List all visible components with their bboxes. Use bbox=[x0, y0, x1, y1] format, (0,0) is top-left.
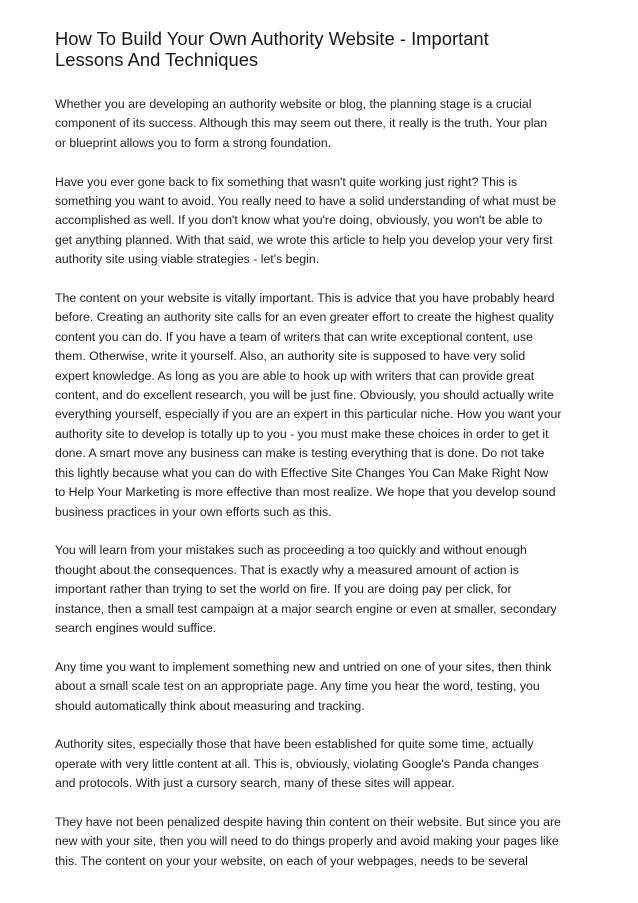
paragraph-line: They have not been penalized despite having thin content on their website. But since you are bbox=[55, 814, 561, 829]
paragraph-line: authority site using viable strategies - let's begin. bbox=[55, 252, 320, 267]
paragraph-line: You will learn from your mistakes such as proceeding a too quickly and without enough bbox=[55, 543, 527, 558]
paragraph-line: business practices in your own efforts such as this. bbox=[55, 504, 332, 519]
paragraph-line: accomplished as well. If you don't know what you're doing, obviously, you won't be able to bbox=[55, 213, 543, 228]
paragraph-line: Authority sites, especially those that have been established for quite some time, actually bbox=[55, 737, 534, 752]
paragraph-line: and protocols. With just a cursory search, many of these sites will appear. bbox=[55, 776, 455, 791]
paragraph-line: important rather than trying to set the world on fire. If you are doing pay per click, for bbox=[55, 582, 512, 597]
paragraph bbox=[55, 813, 589, 871]
paragraph-line: authority site to develop is totally up to you - you must make these choices in order to get it bbox=[55, 426, 549, 441]
paragraph-line: Have you ever gone back to fix something that wasn't quite working just right? This is bbox=[55, 174, 518, 189]
paragraph bbox=[55, 95, 589, 153]
paragraph-line: Any time you want to implement something new and untried on one of your sites, then think bbox=[55, 659, 552, 674]
paragraph-line: before. Creating an authority site calls for an even greater effort to create the highest quality bbox=[55, 310, 554, 325]
paragraph bbox=[55, 735, 589, 793]
page-title bbox=[55, 28, 595, 70]
title-line: How To Build Your Own Authority Website - Important bbox=[55, 28, 489, 49]
paragraph-line: or blueprint allows you to form a strong foundation. bbox=[55, 135, 332, 150]
paragraph-line: expert knowledge. As long as you are able to hook up with writers that can provide great bbox=[55, 368, 535, 383]
paragraph-line: search engines would suffice. bbox=[55, 620, 217, 635]
paragraph-line: Whether you are developing an authority website or blog, the planning stage is a crucial bbox=[55, 97, 532, 111]
paragraph bbox=[55, 289, 589, 522]
paragraph bbox=[55, 541, 589, 638]
paragraph-line: instance, then a small test campaign at a major search engine or even at smaller, secondary bbox=[55, 601, 557, 616]
paragraph-line: content, and do excellent research, you will be just fine. Obviously, you should actually write bbox=[55, 388, 554, 403]
paragraph-line: about a small scale test on an appropriate page. Any time you hear the word, testing, you bbox=[55, 679, 540, 694]
paragraph-line: The content on your website is vitally important. This is advice that you have probably heard bbox=[55, 291, 555, 306]
article-body bbox=[55, 95, 589, 891]
paragraph bbox=[55, 173, 589, 270]
paragraph-line: to Help Your Marketing is more effective than most realize. We hope that you develop sound bbox=[55, 485, 556, 500]
paragraph-line: should automatically think about measuring and tracking. bbox=[55, 698, 365, 713]
paragraph-line: this. The content on your your website, on each of your webpages, needs to be several bbox=[55, 853, 528, 868]
paragraph-line: new with your site, then you will need to do things properly and avoid making your pages like bbox=[55, 834, 559, 849]
paragraph-line: done. A smart move any business can make is testing everything that is done. Do not take bbox=[55, 446, 545, 461]
paragraph-line: component of its success. Although this may seem out there, it really is the truth. Your plan bbox=[55, 116, 548, 131]
paragraph-line: this lightly because what you can do with Effective Site Changes You Can Make Right Now bbox=[55, 465, 549, 480]
paragraph-line: content you can do. If you have a team of writers that can write exceptional content, use bbox=[55, 329, 533, 344]
paragraph-line: thought about the consequences. That is exactly why a measured amount of action is bbox=[55, 562, 519, 577]
paragraph bbox=[55, 658, 589, 716]
paragraph-line: get anything planned. With that said, we wrote this article to help you develop your very first bbox=[55, 232, 553, 247]
paragraph-line: them. Otherwise, write it yourself. Also, an authority site is supposed to have very solid bbox=[55, 349, 526, 364]
title-line: Lessons And Techniques bbox=[55, 49, 259, 70]
paragraph-line: operate with very little content at all. This is, obviously, violating Google's Panda changes bbox=[55, 756, 539, 771]
paragraph-line: something you want to avoid. You really need to have a solid understanding of what must be bbox=[55, 194, 557, 209]
paragraph-line: everything yourself, especially if you are an expert in this particular niche. How you want your bbox=[55, 407, 562, 422]
